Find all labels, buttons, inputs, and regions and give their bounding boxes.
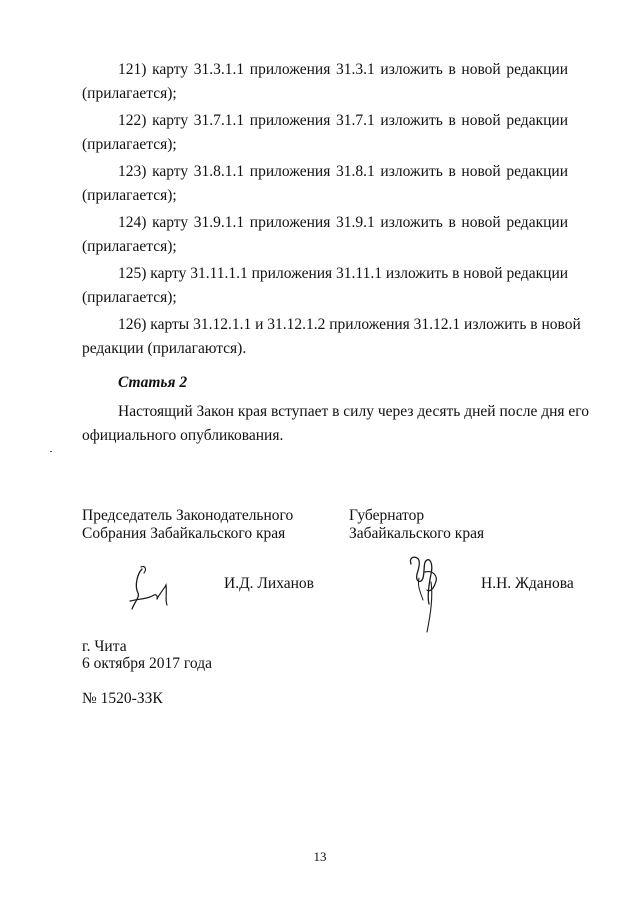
list-item-126 bbox=[82, 313, 581, 361]
list-item-continuation: редакции (прилагаются). bbox=[82, 340, 247, 357]
right-signatory-title-line2: Забайкальского края bbox=[349, 525, 485, 542]
list-item-text: 123) карту 31.8.1.1 приложения 31.8.1 изложить в новой редакции bbox=[118, 163, 568, 180]
list-item-123 bbox=[82, 160, 568, 208]
list-item-continuation: (прилагается); bbox=[82, 136, 177, 153]
article-heading: Статья 2 bbox=[118, 374, 188, 391]
right-signatory-title-line1: Губернатор bbox=[349, 507, 425, 524]
list-item-continuation: (прилагается); bbox=[82, 289, 177, 306]
list-item-text: 124) карту 31.9.1.1 приложения 31.9.1 изложить в новой редакции bbox=[118, 214, 568, 231]
left-signatory-title-line1: Председатель Законодательного bbox=[82, 507, 294, 524]
left-signatory-title-line2: Собрания Забайкальского края bbox=[82, 525, 286, 542]
list-item-text: 121) карту 31.3.1.1 приложения 31.3.1 изложить в новой редакции bbox=[118, 61, 568, 78]
right-signatory-name: Н.Н. Жданова bbox=[481, 575, 574, 592]
list-item-continuation: (прилагается); bbox=[82, 238, 177, 255]
list-item-125 bbox=[82, 262, 568, 310]
article-text-continuation: официального опубликования. bbox=[82, 427, 284, 444]
list-item-text: 122) карту 31.7.1.1 приложения 31.7.1 изложить в новой редакции bbox=[118, 112, 568, 129]
date: 6 октября 2017 года bbox=[82, 655, 212, 672]
list-item-continuation: (прилагается); bbox=[82, 187, 177, 204]
list-item-text: 125) карту 31.11.1.1 приложения 31.11.1 изложить в новой редакции bbox=[118, 265, 569, 282]
left-signatory-name: И.Д. Лиханов bbox=[224, 575, 314, 592]
place: г. Чита bbox=[82, 638, 127, 655]
left-handwritten-signature bbox=[120, 563, 180, 615]
page-number: 13 bbox=[313, 849, 327, 864]
list-item-text: 126) карты 31.12.1.1 и 31.12.1.2 приложения 31.12.1 изложить в новой bbox=[118, 316, 581, 333]
scan-speck bbox=[50, 451, 52, 452]
list-item-121 bbox=[82, 58, 568, 106]
list-item-124 bbox=[82, 211, 568, 259]
document-number: № 1520-ЗЗК bbox=[82, 690, 163, 707]
list-item-continuation: (прилагается); bbox=[82, 85, 177, 102]
article-text: Настоящий Закон края вступает в силу через десять дней после дня его bbox=[118, 403, 590, 420]
right-handwritten-signature bbox=[403, 552, 449, 636]
article-paragraph bbox=[82, 400, 590, 448]
list-item-122 bbox=[82, 109, 568, 157]
